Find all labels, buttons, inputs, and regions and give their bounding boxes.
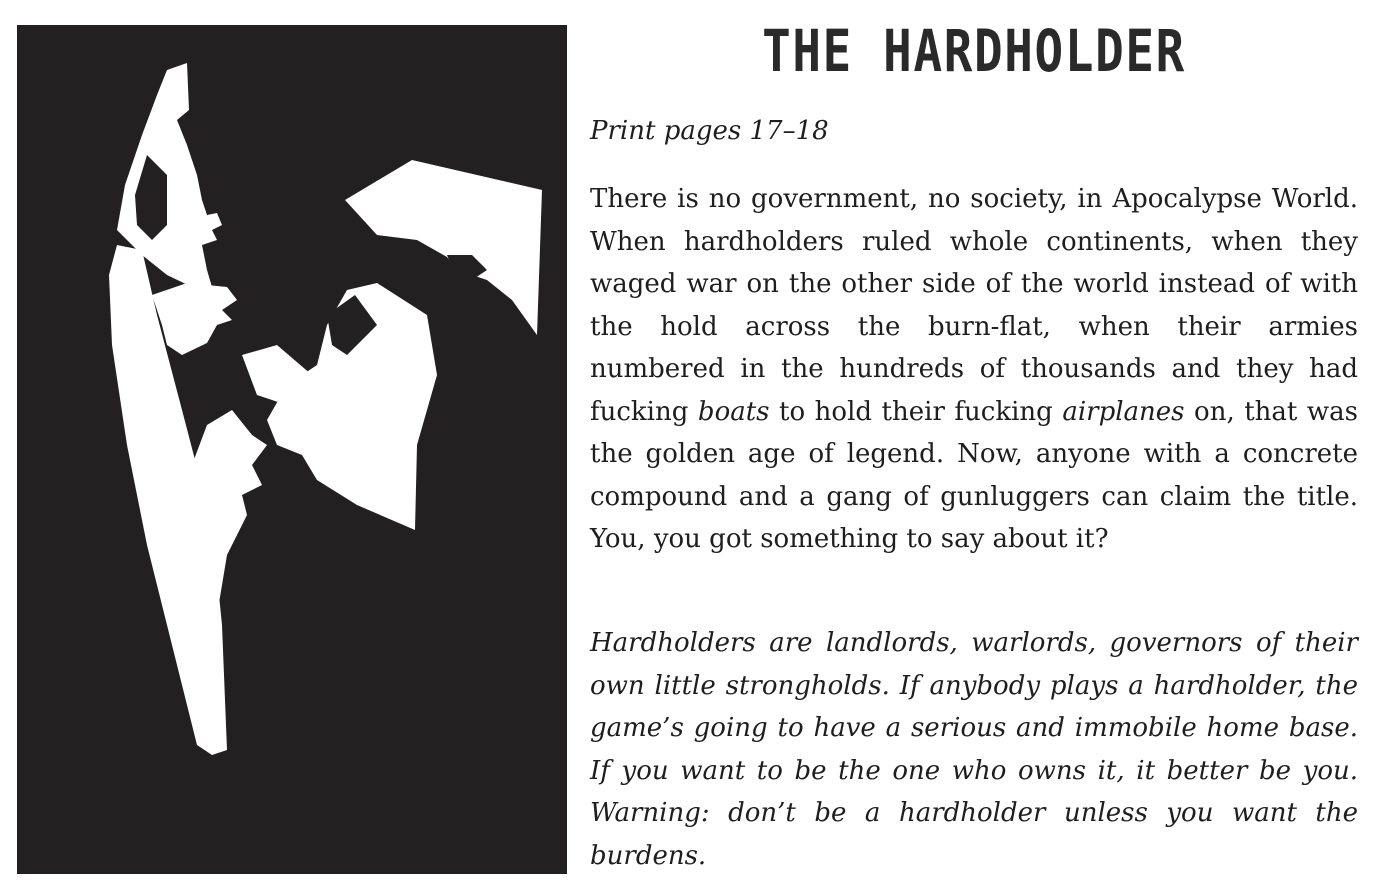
body-paragraph — [590, 178, 1358, 561]
silhouette-art — [17, 25, 567, 874]
hand-shape — [152, 283, 237, 355]
hardholder-illustration — [17, 25, 567, 874]
body-emphasis-airplanes: airplanes — [1062, 396, 1185, 427]
body-text-part3: on, that was the golden age of legend. Now, anyone with a concrete compound and a gang of gunluggers can claim the title. You, you got something to say about it? — [590, 396, 1359, 554]
page-title: THE HARDHOLDER — [762, 17, 1186, 85]
body-text-part2: to hold their fucking — [769, 396, 1063, 427]
body-emphasis-boats: boats — [697, 396, 770, 427]
intro-paragraph: Hardholders are landlords, warlords, governors of their own little strongholds. If anybody plays a hardholder, the game’s going to have a serious and immobile home base. If you want to be the one who owns it, it better be you. Warning: don’t be a hardholder unless you want the burdens. — [590, 628, 1358, 871]
print-pages-note: Print pages 17–18 — [590, 116, 829, 146]
body-text-part1: There is no government, no society, in Apocalypse World. When hardholders ruled whole continents, when they waged war on the other side of the world instead of with the hold across the burn-flat, when their armies numbered in the hundreds of thousands and they had fucking — [590, 184, 1358, 427]
